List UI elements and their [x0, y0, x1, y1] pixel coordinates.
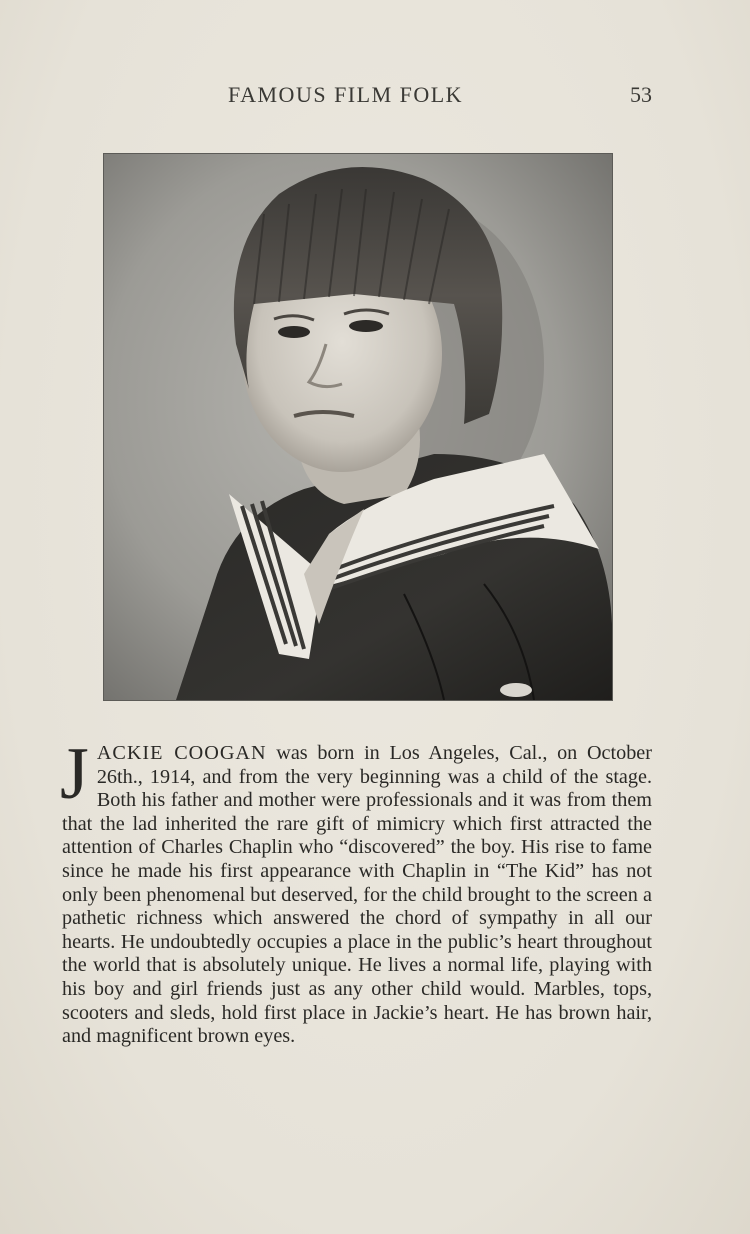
running-head: [0, 82, 750, 112]
portrait-photo: [104, 154, 612, 700]
bio-body: was born in Los Angeles, Cal., on October 26th., 1914, and from the very beginning was a child of the stage. Both his father and mother were professionals and it was from them that the lad inherited the rare gift of mimicry which first attracted the attention of Charles Chaplin who “discovered” the boy. His rise to fame since he made his first appearance with Chaplin in “The Kid” has not only been phenomenal but deserved, for the child brought to the screen a pathetic richness which answered the chord of sympathy in all our hearts. He undoubtedly occupies a place in the public’s heart throughout the world that is absolutely unique. He lives a normal life, playing with his boy and girl friends just as any other child would. Marbles, tops, scooters and sleds, hold first place in Jackie’s heart. He has brown hair, and magnificent brown eyes.: [62, 742, 652, 1048]
bio-name-caps: ACKIE COOGAN: [96, 742, 267, 764]
drop-cap: J: [60, 733, 89, 815]
running-title: FAMOUS FILM FOLK: [228, 82, 464, 107]
portrait-illustration: [104, 154, 612, 700]
page-number: 53: [630, 82, 652, 107]
biography-paragraph: [60, 733, 652, 1049]
